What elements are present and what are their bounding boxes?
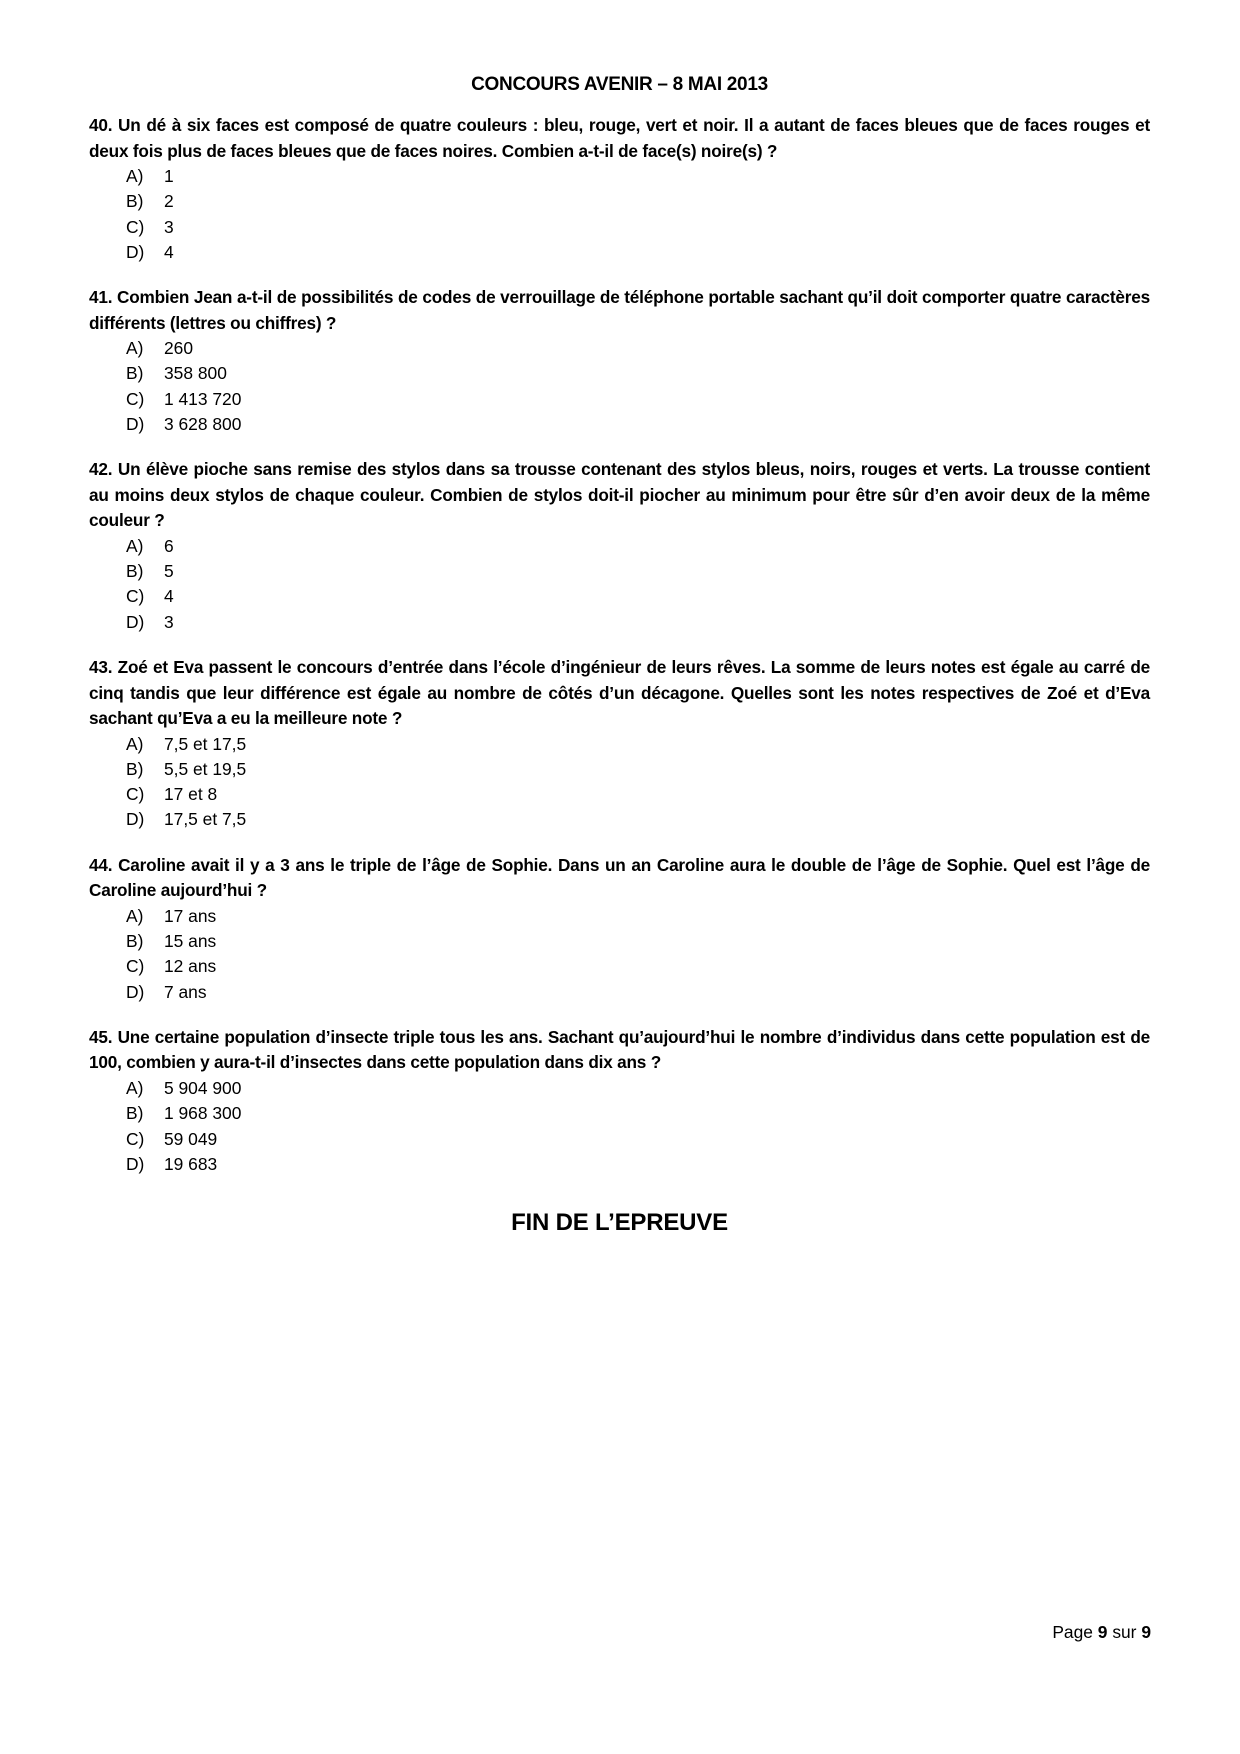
option-value: 6 [164, 535, 174, 556]
option-letter: A) [126, 535, 144, 556]
option-letter: A) [126, 166, 144, 186]
option-value: 4 [164, 586, 174, 607]
option-value: 1 413 720 [164, 388, 242, 409]
answer-option [126, 584, 1150, 609]
option-value: 19 683 [164, 1153, 218, 1174]
questions-list [89, 113, 1150, 1177]
option-value: 4 [164, 241, 174, 262]
page-sep: sur [1112, 1622, 1137, 1642]
question-text: 45. Une certaine population d’insecte triple tous les ans. Sachant qu’aujourd’hui le nombre d’individus dans cette population est de 100, combien y aura-t-il d’insectes dans cette population dans dix ans ? [89, 1026, 1150, 1073]
question-44 [89, 853, 1150, 1005]
answer-option [126, 336, 1150, 361]
option-letter: B) [126, 758, 144, 779]
question-text: 41. Combien Jean a-t-il de possibilités de codes de verrouillage de téléphone portable sachant qu’il doit comporter quatre caractères différents (lettres ou chiffres) ? [89, 287, 1150, 333]
option-value: 5 [164, 561, 174, 582]
page-label: Page [1052, 1622, 1093, 1642]
answer-options [89, 534, 1150, 635]
question-43 [89, 655, 1150, 833]
question-text: 44. Caroline avait il y a 3 ans le triple de l’âge de Sophie. Dans un an Caroline aura le double de l’âge de Sophie. Quel est l’âge de Caroline aujourd’hui ? [89, 854, 1150, 901]
option-letter: B) [126, 363, 144, 384]
answer-option [126, 1152, 1150, 1177]
option-value: 3 [164, 611, 174, 632]
option-value: 59 049 [164, 1128, 218, 1149]
question-45 [89, 1025, 1150, 1177]
option-value: 12 ans [164, 956, 217, 977]
option-value: 260 [164, 338, 194, 359]
answer-option [126, 534, 1150, 559]
answer-option [126, 929, 1150, 954]
answer-option [126, 757, 1150, 782]
answer-option [126, 1101, 1150, 1126]
option-value: 17 et 8 [164, 784, 218, 805]
question-text: 40. Un dé à six faces est composé de quatre couleurs : bleu, rouge, vert et noir. Il a autant de faces bleues que de faces rouges et deux fois plus de faces bleues que de faces noires. Combien a-t-il de face(s) noire(s) ? [89, 115, 1150, 161]
answer-options [89, 732, 1150, 833]
answer-option [126, 954, 1150, 979]
answer-option [126, 387, 1150, 412]
question-40 [89, 113, 1150, 265]
answer-option [126, 164, 1150, 189]
page-header-title: CONCOURS AVENIR – 8 MAI 2013 [471, 74, 768, 95]
answer-option [126, 361, 1150, 386]
option-value: 5 904 900 [164, 1077, 242, 1098]
option-value: 5,5 et 19,5 [164, 758, 247, 779]
option-value: 17 ans [164, 905, 217, 926]
question-42 [89, 457, 1150, 635]
option-letter: D) [126, 414, 145, 435]
page-total: 9 [1141, 1622, 1151, 1642]
question-text: 42. Un élève pioche sans remise des stylos dans sa trousse contenant des stylos bleus, noirs, rouges et verts. La trousse contient au moins deux stylos de chaque couleur. Combien de stylos doit-il piocher au minimum pour être sûr d’en avoir deux de la même couleur ? [89, 459, 1150, 531]
answer-option [126, 240, 1150, 265]
answer-option [126, 610, 1150, 635]
answer-options [89, 904, 1150, 1005]
question-41 [89, 285, 1150, 437]
option-letter: C) [126, 586, 145, 607]
option-value: 7 ans [164, 981, 207, 1002]
answer-option [126, 732, 1150, 757]
option-letter: B) [126, 191, 144, 212]
option-value: 2 [164, 191, 174, 212]
option-value: 3 [164, 216, 174, 237]
option-letter: D) [126, 981, 145, 1002]
answer-option [126, 807, 1150, 832]
option-letter: B) [126, 561, 144, 582]
option-letter: A) [126, 1077, 144, 1098]
option-value: 17,5 et 7,5 [164, 809, 247, 830]
answer-option [126, 980, 1150, 1005]
answer-options [89, 1076, 1150, 1177]
option-letter: C) [126, 1128, 145, 1149]
answer-option [126, 1076, 1150, 1101]
end-of-exam-title: FIN DE L’EPREUVE [511, 1209, 728, 1237]
page-number [1052, 1622, 1151, 1643]
option-value: 358 800 [164, 363, 227, 384]
option-letter: D) [126, 241, 145, 262]
option-letter: C) [126, 216, 145, 237]
answer-option [126, 559, 1150, 584]
option-value: 15 ans [164, 931, 217, 952]
answer-options [89, 336, 1150, 437]
answer-options [89, 164, 1150, 265]
answer-option [126, 782, 1150, 807]
option-letter: B) [126, 1103, 144, 1124]
option-letter: A) [126, 905, 144, 926]
option-value: 3 628 800 [164, 414, 242, 435]
option-value: 1 [164, 166, 174, 186]
option-letter: A) [126, 338, 144, 359]
exam-page [89, 74, 1150, 1237]
option-letter: D) [126, 1153, 145, 1174]
option-value: 7,5 et 17,5 [164, 733, 247, 754]
option-letter: C) [126, 388, 145, 409]
answer-option [126, 904, 1150, 929]
answer-option [126, 215, 1150, 240]
option-letter: C) [126, 956, 145, 977]
answer-option [126, 189, 1150, 214]
option-letter: D) [126, 611, 145, 632]
page-current: 9 [1097, 1622, 1108, 1642]
answer-option [126, 412, 1150, 437]
question-text: 43. Zoé et Eva passent le concours d’entrée dans l’école d’ingénieur de leurs rêves. La somme de leurs notes est égale au carré de cinq tandis que leur différence est égale au nombre de côtés d’un décagone. Quelles sont les notes respectives de Zoé et d’Eva sachant qu’Eva a eu la meilleure note ? [89, 657, 1150, 729]
option-letter: C) [126, 784, 145, 805]
option-value: 1 968 300 [164, 1103, 242, 1124]
option-letter: B) [126, 931, 144, 952]
option-letter: D) [126, 809, 145, 830]
answer-option [126, 1127, 1150, 1152]
option-letter: A) [126, 733, 144, 754]
